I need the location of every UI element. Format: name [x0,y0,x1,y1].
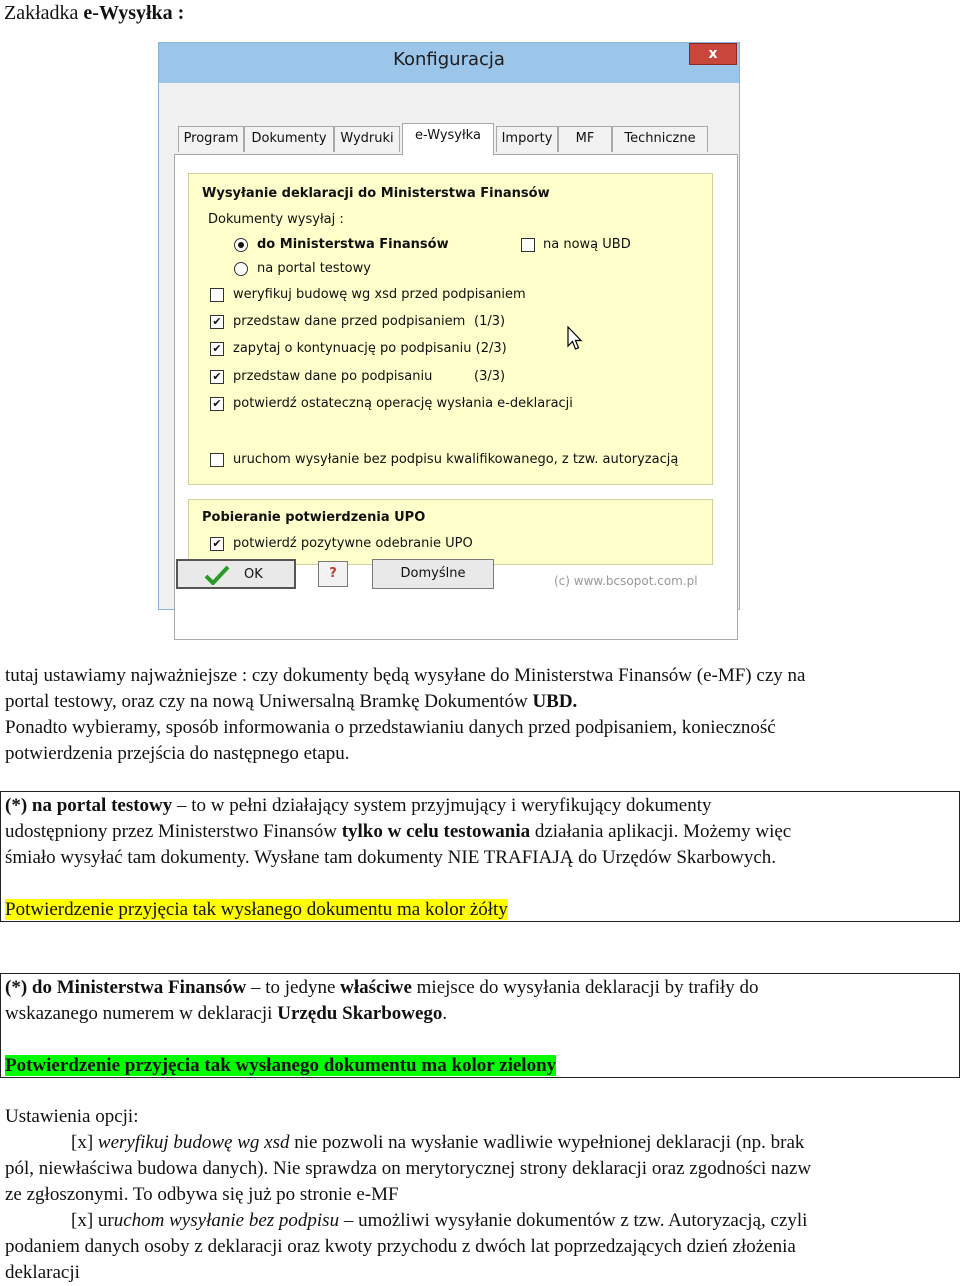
test-portal-line-3: śmiało wysyłać tam dokumenty. Wysłane tam dokumenty NIE TRAFIAJĄ do Urzędów Skarbowych. [5,847,777,868]
option-1-name: weryfikuj budowę wg xsd [97,1132,290,1153]
ministry-text [5,975,955,1079]
checkbox-verify-xsd-label: weryfikuj budowę wg xsd przed podpisaniem [233,287,526,302]
test-portal-line-2-end: działania aplikacji. Możemy więc [530,821,792,842]
test-portal-line-2-text: udostępniony przez Ministerstwo Finansów [5,821,342,842]
checkbox-confirm-send-label: potwierdź ostateczną operację wysłania e-deklaracji [233,396,573,411]
close-button[interactable]: x [689,43,737,65]
ministry-line-1-text: – to jedyne [246,977,341,998]
checkbox-show-after-sign-label: przedstaw dane po podpisaniu [233,369,433,384]
upo-group-title: Pobieranie potwierdzenia UPO [202,510,426,525]
ministry-line-2-end: . [442,1003,448,1024]
ok-button[interactable] [176,559,296,589]
radio-ministry-label: do Ministerstwa Finansów [257,237,449,252]
option-2-line-1 [5,1208,957,1234]
ministry-tax-office: Urzędu Skarbowego [277,1003,443,1024]
option-2-text: – umożliwi wysyłanie dokumentów z tzw. Autoryzacją, czyli [339,1210,808,1231]
checkbox-ask-continue[interactable]: ✔ [210,342,224,356]
group-subtitle: Dokumenty wysyłaj : [208,212,344,227]
checkbox-show-before-sign-label: przedstaw dane przed podpisaniem [233,314,466,329]
heading-tab-name: e-Wysyłka : [83,2,185,24]
option-1-marker: [x] [71,1132,98,1153]
option-1-line-3: ze zgłoszonymi. To odbywa się już po stronie e-MF [5,1184,399,1205]
radio-test-portal[interactable] [234,262,248,276]
option-2-line-2: podaniem danych osoby z deklaracji oraz kwoty przychodu z dwóch lat poprzedzających dzień złożenia [5,1236,796,1257]
checkbox-confirm-upo[interactable]: ✔ [210,537,224,551]
intro-line-2-text: portal testowy, oraz czy na nową Uniwersalną Bramkę Dokumentów [5,691,533,712]
intro-ubd: UBD. [532,691,578,712]
tab-importy[interactable]: Importy [496,126,558,152]
test-portal-text [5,793,955,923]
ministry-line-2-text: wskazanego numerem w deklaracji [5,1003,278,1024]
test-portal-line-2 [5,819,955,845]
options-section [5,1104,957,1286]
checkbox-send-without-signature[interactable] [210,453,224,467]
intro-line-1: tutaj ustawiamy najważniejsze : czy dokumenty będą wysyłane do Ministerstwa Finansów (e-MF) czy na [5,665,806,686]
test-portal-line-1-text: – to w pełni działający system przyjmujący i weryfikujący dokumenty [172,795,712,816]
checkbox-new-ubd[interactable] [521,238,535,252]
heading-prefix: Zakładka [4,2,84,24]
ministry-proper: właściwe [340,977,412,998]
tab-wydruki[interactable]: Wydruki [334,126,400,152]
page-heading [4,0,184,26]
option-1-line-1 [5,1130,957,1156]
checkbox-show-after-sign[interactable]: ✔ [210,370,224,384]
tab-e-wysylka[interactable]: e-Wysyłka [402,123,494,155]
ministry-line-1 [5,975,955,1001]
yellow-highlight: Potwierdzenie przyjęcia tak wysłanego dokumentu ma kolor żółty [5,899,508,920]
checkbox-new-ubd-label: na nową UBD [543,237,631,252]
ministry-highlight-line [5,1053,955,1079]
checkbox-confirm-upo-label: potwierdź pozytywne odebranie UPO [233,536,473,551]
checkbox-verify-xsd[interactable] [210,288,224,302]
tab-techniczne[interactable]: Techniczne [612,126,708,152]
checkbox-show-before-sign[interactable]: ✔ [210,315,224,329]
copyright-text: (c) www.bcsopot.com.pl [554,574,698,588]
ok-label: OK [244,567,263,582]
option-2-marker: [x] ur [71,1210,114,1231]
tab-dokumenty[interactable]: Dokumenty [244,126,334,152]
green-highlight: Potwierdzenie przyjęcia tak wysłanego dokumentu ma kolor zielony [5,1055,557,1076]
checkbox-confirm-send[interactable]: ✔ [210,397,224,411]
test-portal-highlight-line [5,897,955,923]
option-1-text: nie pozwoli na wysłanie wadliwie wypełnionej deklaracji (np. brak [289,1132,805,1153]
ministry-term: (*) do Ministerstwa Finansów [5,977,247,998]
help-button[interactable] [318,561,348,587]
checkbox-ask-continue-label: zapytaj o kontynuację po podpisaniu (2/3) [233,341,507,356]
upo-group [188,499,713,565]
dialog-body [166,83,732,603]
option-2-name: uchom wysyłanie bez podpisu [113,1210,340,1231]
send-declarations-group [188,173,713,485]
option-2-line-3: deklaracji [5,1262,80,1283]
options-title: Ustawienia opcji: [5,1106,139,1127]
dialog-title: Konfiguracja [393,49,505,70]
tab-program[interactable]: Program [178,126,244,152]
test-portal-testing-only: tylko w celu testowania [341,821,531,842]
intro-line-3: Ponadto wybieramy, sposób informowania o przedstawianiu danych przed podpisaniem, konieczność [5,717,776,738]
radio-test-portal-label: na portal testowy [257,261,371,276]
ministry-line-2 [5,1001,955,1027]
group-title: Wysyłanie deklaracji do Ministerstwa Finansów [202,186,550,201]
option-1-line-2: pól, niewłaściwa budowa danych). Nie sprawdza on merytorycznej strony deklaracji oraz zgodności nazw [5,1158,812,1179]
help-icon: ? [329,566,337,581]
checkbox-send-without-signature-label: uruchom wysyłanie bez podpisu kwalifikowanego, z tzw. autoryzacją [233,452,679,467]
radio-ministry[interactable] [234,238,248,252]
step-1-of-3: (1/3) [474,314,506,329]
dialog-titlebar [159,43,739,83]
intro-paragraph [5,663,955,767]
tab-mf[interactable]: MF [558,126,612,152]
step-3-of-3: (3/3) [474,369,506,384]
intro-line-2 [5,689,955,715]
defaults-button[interactable]: Domyślne [372,559,494,589]
mouse-cursor-icon [567,326,583,352]
test-portal-line-1 [5,793,955,819]
intro-line-4: potwierdzenia przejścia do następnego etapu. [5,743,350,764]
test-portal-term: (*) na portal testowy [5,795,173,816]
configuration-dialog [158,42,740,610]
checkmark-icon [204,565,230,585]
ministry-line-1-end: miejsce do wysyłania deklaracji by trafiły do [411,977,759,998]
